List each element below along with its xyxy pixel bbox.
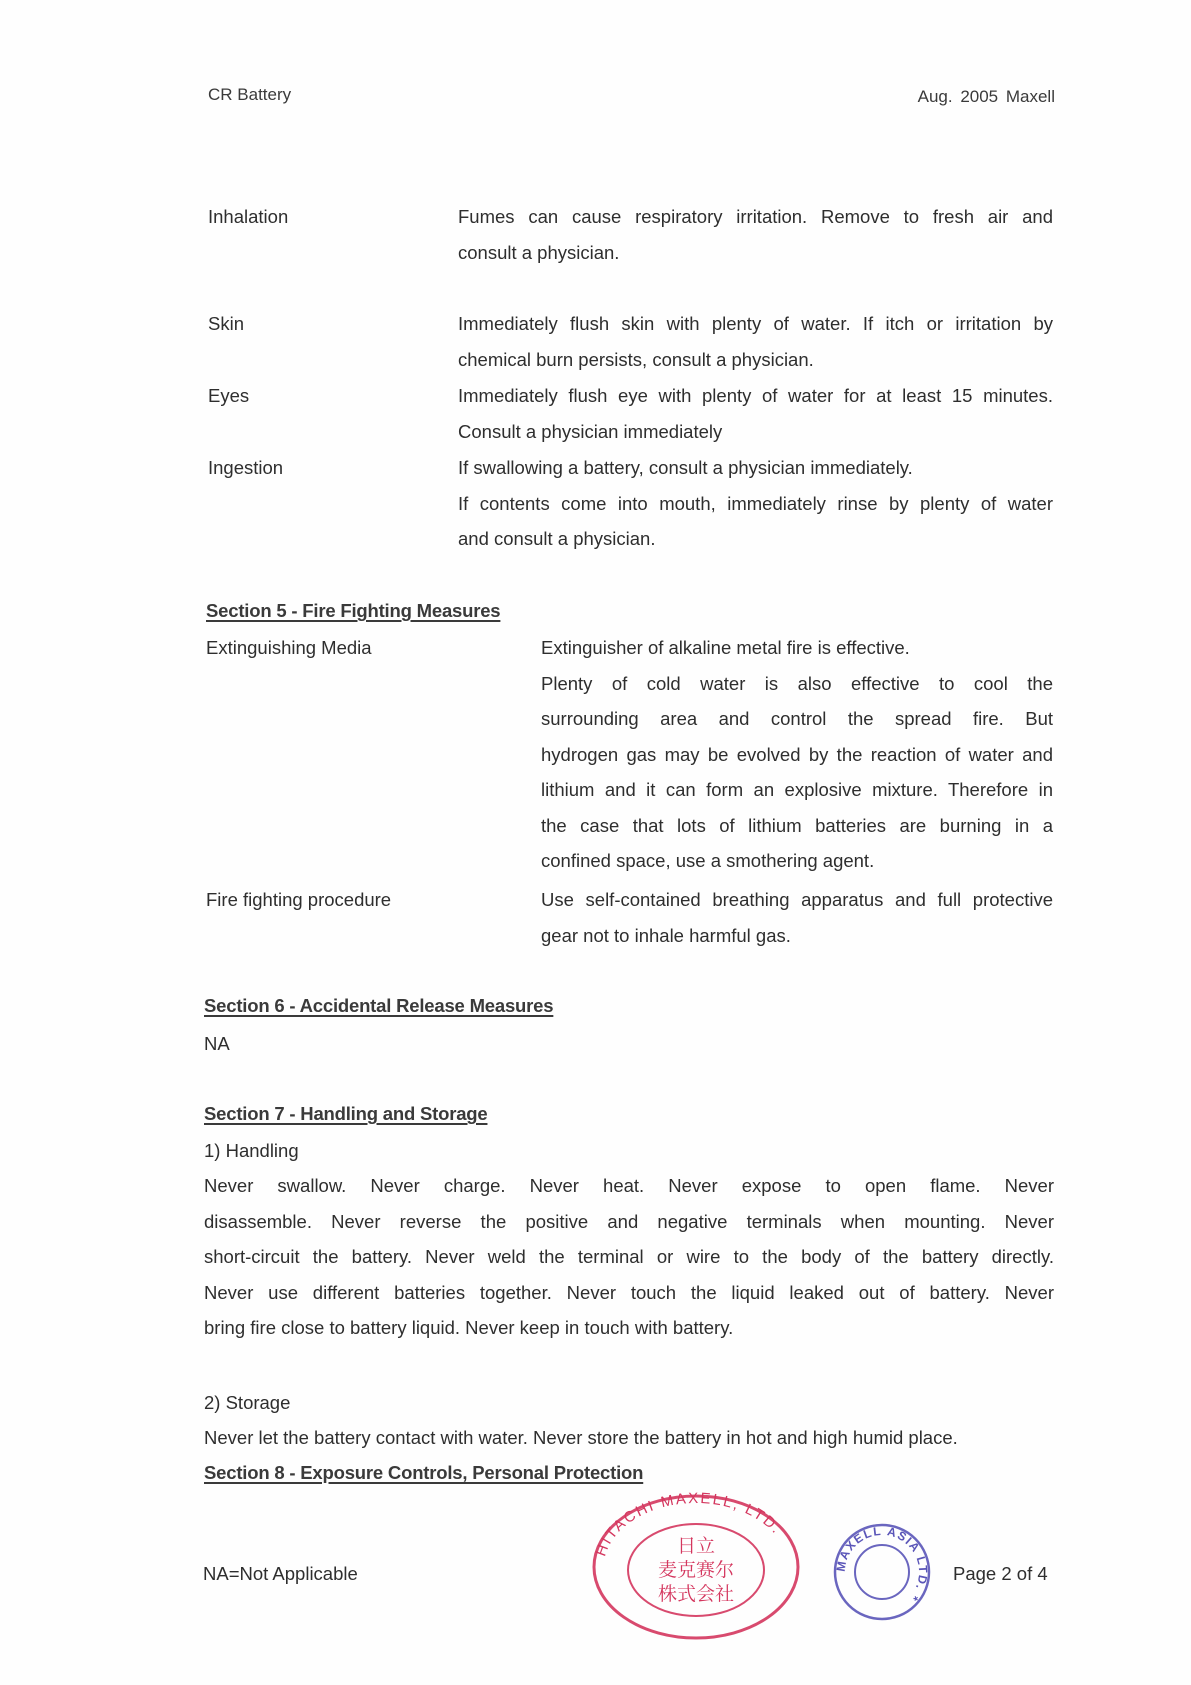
section-5-label-extinguishing-media: Extinguishing Media xyxy=(206,637,372,658)
text-line: chemical burn persists, consult a physician. xyxy=(458,348,814,370)
first-aid-label-eyes: Eyes xyxy=(208,385,250,406)
section-6-body: NA xyxy=(204,1033,230,1054)
first-aid-text-inhalation xyxy=(458,199,1053,270)
text-line: hydrogen gas may be evolved by the reaction of water and xyxy=(541,743,1053,765)
text-line: confined space, use a smothering agent. xyxy=(541,850,875,871)
text-line: bring fire close to battery liquid. Never keep in touch with battery. xyxy=(204,1317,734,1338)
seal-line: 日立 xyxy=(676,1535,715,1557)
text-line: Never let the battery contact with water. Never store the battery in hot and high humid place. xyxy=(204,1427,958,1448)
seal-blue-graphic xyxy=(832,1522,932,1622)
text-line: surrounding area and control the spread fire. But xyxy=(541,708,1053,729)
section-8-heading: Section 8 - Exposure Controls, Personal Protection xyxy=(204,1462,644,1483)
section-7-storage-title: 2) Storage xyxy=(204,1392,291,1413)
text-line: If contents come into mouth, immediately rinse by plenty of water xyxy=(458,492,1053,514)
text-line: Immediately flush eye with plenty of water for at least 15 minutes. xyxy=(458,385,1053,406)
header-date-brand: Aug. 2005 Maxell xyxy=(917,87,1055,106)
text-line: disassemble. Never reverse the positive and negative terminals when mounting. Never xyxy=(204,1210,1054,1232)
company-seal-blue xyxy=(832,1522,932,1622)
text-line: and consult a physician. xyxy=(458,528,656,549)
first-aid-text-ingestion xyxy=(458,450,1053,557)
seal-red-ring-text: HITACHI MAXELL, LTD. xyxy=(592,1492,786,1559)
header-doc-title: CR Battery xyxy=(208,85,292,104)
first-aid-label-inhalation: Inhalation xyxy=(208,206,289,227)
text-line: Fumes can cause respiratory irritation. Remove to fresh air and xyxy=(458,206,1053,227)
first-aid-label-skin: Skin xyxy=(208,313,244,334)
section-5-text-fire-fighting-procedure xyxy=(541,882,1053,953)
section-7-handling-title: 1) Handling xyxy=(204,1140,299,1161)
seal-blue-ring-text: MAXELL ASIA LTD. * xyxy=(833,1523,931,1605)
section-5-text-extinguishing-media xyxy=(541,630,1053,879)
text-line: gear not to inhale harmful gas. xyxy=(541,924,791,946)
text-line: Extinguisher of alkaline metal fire is effective. xyxy=(541,637,910,658)
text-line: Plenty of cold water is also effective to cool the xyxy=(541,672,1053,694)
first-aid-text-skin xyxy=(458,306,1053,377)
seal-line: 株式会社 xyxy=(657,1583,734,1605)
text-line: If swallowing a battery, consult a physician immediately. xyxy=(458,457,913,478)
section-5-heading: Section 5 - Fire Fighting Measures xyxy=(206,600,501,621)
section-7-storage-text xyxy=(204,1420,1054,1456)
text-line: consult a physician. xyxy=(458,241,620,263)
text-line: Consult a physician immediately xyxy=(458,420,723,442)
section-7-heading: Section 7 - Handling and Storage xyxy=(204,1103,488,1124)
seal-line: 麦克赛尔 xyxy=(657,1559,734,1581)
text-line: Use self-contained breathing apparatus and full protective xyxy=(541,889,1053,910)
first-aid-label-ingestion: Ingestion xyxy=(208,457,284,478)
text-line: Never use different batteries together. Never touch the liquid leaked out of battery. Never xyxy=(204,1281,1054,1303)
text-line: the case that lots of lithium batteries are burning in a xyxy=(541,814,1053,836)
text-line: Never swallow. Never charge. Never heat. Never expose to open flame. Never xyxy=(204,1175,1054,1196)
section-7-handling-text xyxy=(204,1168,1054,1346)
section-6-heading: Section 6 - Accidental Release Measures xyxy=(204,995,554,1016)
first-aid-text-eyes xyxy=(458,378,1053,449)
text-line: short-circuit the battery. Never weld the terminal or wire to the body of the battery directly. xyxy=(204,1246,1054,1267)
section-5-label-fire-fighting-procedure: Fire fighting procedure xyxy=(206,889,392,910)
seal-red-inner-text xyxy=(590,1534,802,1606)
page-number: Page 2 of 4 xyxy=(953,1563,1048,1584)
company-seal-red xyxy=(590,1492,802,1642)
text-line: lithium and it can form an explosive mixture. Therefore in xyxy=(541,779,1053,800)
text-line: Immediately flush skin with plenty of water. If itch or irritation by xyxy=(458,313,1053,334)
footer-note: NA=Not Applicable xyxy=(203,1563,358,1584)
